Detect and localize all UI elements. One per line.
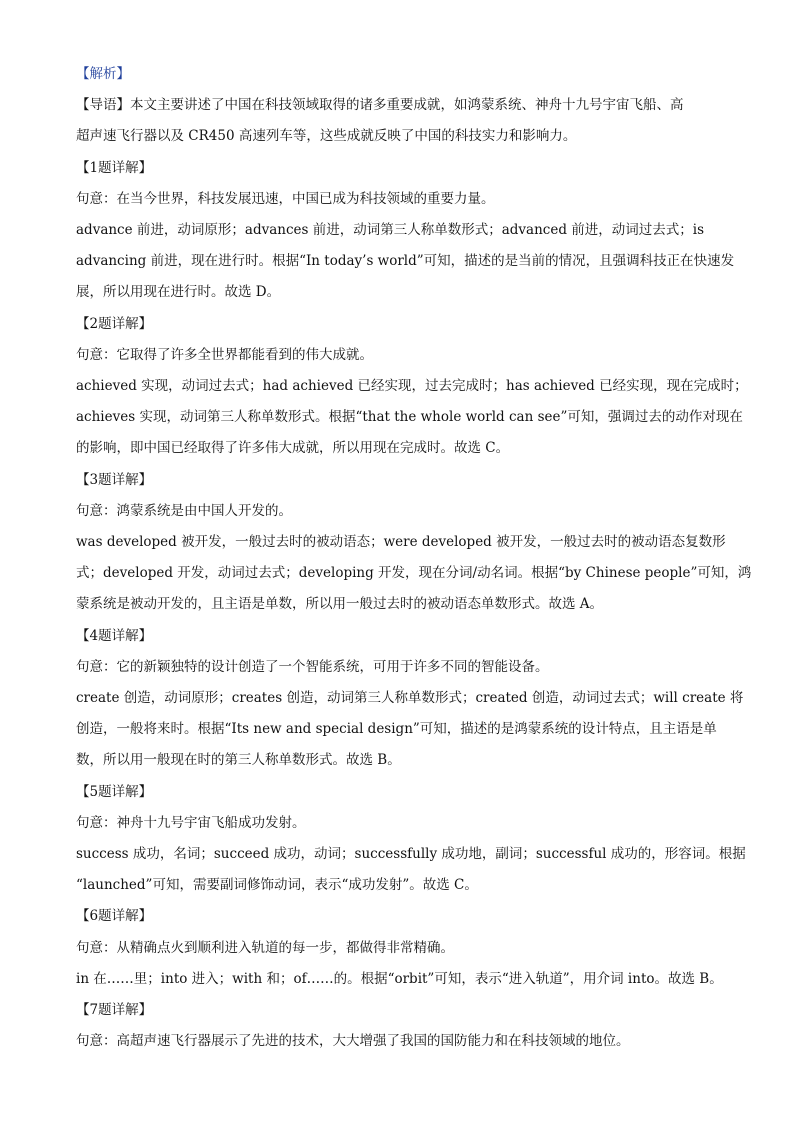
section-4: [76, 621, 744, 777]
section-3: [76, 465, 752, 621]
section-line: 创造，一般将来时。根据“Its new and special design”可知，描述的是鸿蒙系统的设计特点，且主语是单: [76, 721, 717, 738]
section-line: 展，所以用现在进行时。故选 D。: [76, 284, 281, 301]
section-line: advance 前进，动词原形；advances 前进，动词第三人称单数形式；advanced 前进，动词过去式；is: [76, 222, 705, 239]
section-line: 式；developed 开发，动词过去式；developing 开发，现在分词/动名词。根据“by Chinese people”可知，鸿: [76, 565, 752, 582]
section-heading: 【3题详解】: [76, 471, 153, 488]
section-meaning: 句意：在当今世界，科技发展迅速，中国已成为科技领域的重要力量。: [76, 190, 495, 207]
section-line: success 成功，名词；succeed 成功，动词；successfully 成功地，副词；successful 成功的，形容词。根据: [76, 846, 746, 863]
section-heading: 【2题详解】: [76, 315, 153, 332]
section-line: achieved 实现，动词过去式；had achieved 已经实现，过去完成时；has achieved 已经实现，现在完成时；: [76, 378, 748, 395]
intro-line: 【导语】本文主要讲述了中国在科技领域取得的诸多重要成就，如鸿蒙系统、神舟十九号宇宙飞船、高: [76, 97, 684, 114]
section-line: create 创造，动词原形；creates 创造，动词第三人称单数形式；created 创造，动词过去式；will create 将: [76, 690, 744, 707]
section-line: 的影响，即中国已经取得了许多伟大成就，所以用现在完成时。故选 C。: [76, 440, 510, 457]
section-6: [76, 901, 723, 995]
section-heading: 【1题详解】: [76, 159, 153, 176]
section-line: in 在……里；into 进入；with 和；of……的。根据“orbit”可知，表示“进入轨道”，用介词 into。故选 B。: [76, 970, 723, 987]
intro-block: [76, 90, 716, 152]
analysis-heading: 【解析】: [76, 66, 130, 82]
section-heading: 【6题详解】: [76, 908, 153, 925]
section-meaning: 句意：高超声速飞行器展示了先进的技术，大大增强了我国的国防能力和在科技领域的地位。: [76, 1033, 630, 1050]
section-2: [76, 309, 748, 465]
section-meaning: 句意：鸿蒙系统是由中国人开发的。: [76, 502, 292, 519]
section-1: [76, 153, 735, 309]
document-page: [76, 59, 752, 1058]
section-meaning: 句意：它的新颖独特的设计创造了一个智能系统，可用于许多不同的智能设备。: [76, 658, 549, 675]
section-heading: 【4题详解】: [76, 627, 153, 644]
section-line: 数，所以用一般现在时的第三人称单数形式。故选 B。: [76, 752, 401, 769]
section-line: 蒙系统是被动开发的，且主语是单数，所以用一般过去时的被动语态单数形式。故选 A。: [76, 596, 604, 613]
section-line: “launched”可知，需要副词修饰动词，表示“成功发射”。故选 C。: [76, 877, 478, 894]
section-heading: 【7题详解】: [76, 1002, 153, 1019]
section-heading: 【5题详解】: [76, 783, 153, 800]
section-meaning: 句意：神舟十九号宇宙飞船成功发射。: [76, 814, 306, 831]
section-line: achieves 实现，动词第三人称单数形式。根据“that the whole world can see”可知，强调过去的动作对现在: [76, 409, 743, 426]
section-meaning: 句意：它取得了许多全世界都能看到的伟大成就。: [76, 346, 373, 363]
section-line: was developed 被开发，一般过去时的被动语态；were developed 被开发，一般过去时的被动语态复数形: [76, 534, 726, 551]
section-7: [76, 995, 716, 1057]
section-meaning: 句意：从精确点火到顺利进入轨道的每一步，都做得非常精确。: [76, 939, 454, 956]
section-line: advancing 前进，现在进行时。根据“In today’s world”可知，描述的是当前的情况，且强调科技正在快速发: [76, 253, 735, 270]
section-5: [76, 777, 746, 902]
intro-line: 超声速飞行器以及 CR450 高速列车等，这些成就反映了中国的科技实力和影响力。: [76, 128, 577, 145]
